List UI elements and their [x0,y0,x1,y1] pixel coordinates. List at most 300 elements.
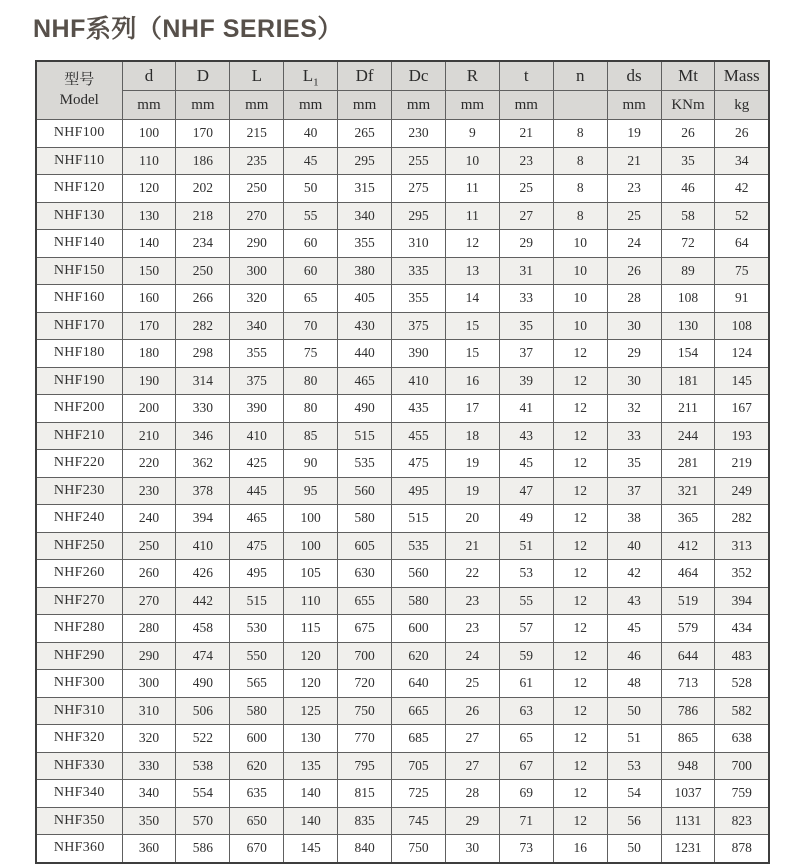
cell-ds: 54 [607,780,661,808]
cell-R: 28 [445,780,499,808]
cell-t: 53 [499,560,553,588]
cell-L: 215 [230,120,284,148]
cell-t: 29 [499,230,553,258]
cell-L: 250 [230,175,284,203]
cell-Df: 655 [338,587,392,615]
cell-Mt: 321 [661,477,715,505]
cell-Df: 440 [338,340,392,368]
cell-L1: 70 [284,312,338,340]
cell-t: 45 [499,450,553,478]
cell-Df: 560 [338,477,392,505]
cell-L1: 120 [284,670,338,698]
cell-L: 290 [230,230,284,258]
cell-L1: 100 [284,505,338,533]
spec-table-body [36,120,769,863]
cell-L1: 140 [284,780,338,808]
cell-model: NHF130 [36,202,122,230]
cell-t: 69 [499,780,553,808]
cell-d: 160 [122,285,176,313]
cell-D: 218 [176,202,230,230]
cell-L: 270 [230,202,284,230]
column-unit-d: mm [122,91,176,120]
cell-R: 15 [445,340,499,368]
cell-ds: 24 [607,230,661,258]
cell-n: 12 [553,340,607,368]
cell-D: 426 [176,560,230,588]
cell-model: NHF360 [36,835,122,863]
cell-Mt: 948 [661,752,715,780]
table-row [36,312,769,340]
cell-ds: 35 [607,450,661,478]
cell-n: 12 [553,615,607,643]
cell-t: 37 [499,340,553,368]
cell-Dc: 455 [392,422,446,450]
cell-D: 314 [176,367,230,395]
cell-ds: 21 [607,147,661,175]
cell-Dc: 705 [392,752,446,780]
cell-ds: 51 [607,725,661,753]
cell-R: 10 [445,147,499,175]
cell-Mass: 108 [715,312,769,340]
cell-n: 12 [553,367,607,395]
cell-t: 39 [499,367,553,395]
cell-Mass: 64 [715,230,769,258]
cell-n: 12 [553,477,607,505]
table-row [36,670,769,698]
cell-t: 49 [499,505,553,533]
cell-Dc: 560 [392,560,446,588]
cell-Mt: 281 [661,450,715,478]
cell-model: NHF300 [36,670,122,698]
cell-Df: 535 [338,450,392,478]
cell-Mt: 365 [661,505,715,533]
header-row-units [36,91,769,120]
cell-D: 282 [176,312,230,340]
cell-ds: 56 [607,807,661,835]
cell-D: 570 [176,807,230,835]
cell-d: 110 [122,147,176,175]
cell-Mass: 394 [715,587,769,615]
cell-Dc: 410 [392,367,446,395]
cell-Df: 405 [338,285,392,313]
cell-ds: 48 [607,670,661,698]
cell-R: 24 [445,642,499,670]
cell-n: 12 [553,587,607,615]
cell-Df: 340 [338,202,392,230]
cell-model: NHF220 [36,450,122,478]
cell-Df: 840 [338,835,392,863]
cell-L1: 100 [284,532,338,560]
cell-L: 340 [230,312,284,340]
cell-Df: 265 [338,120,392,148]
cell-R: 16 [445,367,499,395]
cell-ds: 30 [607,367,661,395]
column-header-Dc: Dc [392,61,446,91]
column-header-L: L [230,61,284,91]
column-header-d: d [122,61,176,91]
cell-n: 10 [553,230,607,258]
cell-Mass: 249 [715,477,769,505]
cell-n: 10 [553,257,607,285]
cell-t: 59 [499,642,553,670]
cell-t: 31 [499,257,553,285]
table-row [36,505,769,533]
cell-R: 18 [445,422,499,450]
cell-Dc: 535 [392,532,446,560]
cell-L: 445 [230,477,284,505]
cell-Mt: 46 [661,175,715,203]
cell-model: NHF230 [36,477,122,505]
cell-R: 23 [445,615,499,643]
cell-Mass: 124 [715,340,769,368]
cell-d: 200 [122,395,176,423]
column-header-model [36,61,122,120]
cell-L: 670 [230,835,284,863]
cell-L1: 40 [284,120,338,148]
column-header-D: D [176,61,230,91]
cell-L1: 80 [284,367,338,395]
cell-Df: 720 [338,670,392,698]
cell-D: 410 [176,532,230,560]
column-header-R: R [445,61,499,91]
cell-n: 12 [553,560,607,588]
cell-R: 27 [445,725,499,753]
cell-L1: 110 [284,587,338,615]
table-row [36,120,769,148]
cell-R: 9 [445,120,499,148]
cell-d: 350 [122,807,176,835]
cell-L: 530 [230,615,284,643]
cell-L: 580 [230,697,284,725]
cell-Dc: 515 [392,505,446,533]
cell-d: 210 [122,422,176,450]
cell-n: 10 [553,285,607,313]
cell-model: NHF180 [36,340,122,368]
table-row [36,752,769,780]
cell-Mass: 759 [715,780,769,808]
model-header-en: Model [59,91,99,108]
cell-L1: 145 [284,835,338,863]
cell-model: NHF330 [36,752,122,780]
table-row [36,285,769,313]
cell-model: NHF200 [36,395,122,423]
cell-Dc: 295 [392,202,446,230]
cell-ds: 25 [607,202,661,230]
cell-D: 298 [176,340,230,368]
cell-L: 475 [230,532,284,560]
cell-t: 35 [499,312,553,340]
cell-L1: 55 [284,202,338,230]
cell-D: 394 [176,505,230,533]
table-row [36,175,769,203]
cell-Mass: 823 [715,807,769,835]
cell-D: 170 [176,120,230,148]
cell-Dc: 230 [392,120,446,148]
cell-model: NHF270 [36,587,122,615]
cell-n: 12 [553,532,607,560]
cell-ds: 30 [607,312,661,340]
column-unit-R: mm [445,91,499,120]
table-row [36,230,769,258]
cell-d: 120 [122,175,176,203]
cell-Dc: 750 [392,835,446,863]
column-unit-Dc: mm [392,91,446,120]
header-row-symbols [36,61,769,91]
cell-ds: 37 [607,477,661,505]
cell-R: 30 [445,835,499,863]
table-row [36,615,769,643]
cell-d: 190 [122,367,176,395]
cell-d: 280 [122,615,176,643]
cell-Mt: 1131 [661,807,715,835]
cell-d: 330 [122,752,176,780]
cell-R: 17 [445,395,499,423]
column-header-L1: $L_1$ [284,61,338,91]
cell-d: 150 [122,257,176,285]
cell-n: 16 [553,835,607,863]
cell-Df: 515 [338,422,392,450]
cell-R: 25 [445,670,499,698]
cell-model: NHF120 [36,175,122,203]
cell-L1: 130 [284,725,338,753]
column-unit-ds: mm [607,91,661,120]
cell-t: 33 [499,285,553,313]
table-row [36,477,769,505]
cell-Mass: 145 [715,367,769,395]
cell-L1: 50 [284,175,338,203]
cell-ds: 50 [607,835,661,863]
cell-n: 12 [553,450,607,478]
cell-D: 250 [176,257,230,285]
cell-R: 19 [445,477,499,505]
cell-Dc: 255 [392,147,446,175]
cell-Dc: 580 [392,587,446,615]
cell-Mass: 700 [715,752,769,780]
cell-D: 346 [176,422,230,450]
cell-Df: 430 [338,312,392,340]
cell-Mass: 193 [715,422,769,450]
cell-L: 515 [230,587,284,615]
table-row [36,340,769,368]
cell-n: 12 [553,395,607,423]
cell-Mt: 713 [661,670,715,698]
cell-Mt: 58 [661,202,715,230]
cell-Mt: 181 [661,367,715,395]
cell-Df: 315 [338,175,392,203]
cell-Df: 700 [338,642,392,670]
cell-Dc: 390 [392,340,446,368]
cell-Df: 295 [338,147,392,175]
cell-n: 12 [553,780,607,808]
table-row [36,697,769,725]
cell-t: 47 [499,477,553,505]
cell-L: 375 [230,367,284,395]
cell-Mass: 26 [715,120,769,148]
cell-t: 51 [499,532,553,560]
column-header-Df: Df [338,61,392,91]
cell-L: 600 [230,725,284,753]
cell-Mt: 519 [661,587,715,615]
cell-ds: 26 [607,257,661,285]
cell-R: 13 [445,257,499,285]
cell-model: NHF210 [36,422,122,450]
column-header-Mass: Mass [715,61,769,91]
cell-n: 8 [553,120,607,148]
cell-model: NHF280 [36,615,122,643]
cell-t: 25 [499,175,553,203]
cell-R: 15 [445,312,499,340]
table-row [36,587,769,615]
cell-t: 57 [499,615,553,643]
cell-L1: 105 [284,560,338,588]
table-row [36,780,769,808]
cell-n: 12 [553,505,607,533]
cell-Df: 835 [338,807,392,835]
cell-t: 41 [499,395,553,423]
cell-n: 12 [553,807,607,835]
cell-R: 20 [445,505,499,533]
cell-L1: 90 [284,450,338,478]
cell-Mt: 786 [661,697,715,725]
cell-D: 234 [176,230,230,258]
column-unit-Df: mm [338,91,392,120]
cell-Dc: 355 [392,285,446,313]
cell-model: NHF240 [36,505,122,533]
cell-Df: 770 [338,725,392,753]
cell-L: 320 [230,285,284,313]
cell-L: 550 [230,642,284,670]
cell-Dc: 435 [392,395,446,423]
cell-L: 650 [230,807,284,835]
cell-L1: 80 [284,395,338,423]
table-row [36,725,769,753]
cell-d: 220 [122,450,176,478]
table-row [36,450,769,478]
cell-Df: 490 [338,395,392,423]
cell-R: 14 [445,285,499,313]
cell-D: 506 [176,697,230,725]
cell-d: 140 [122,230,176,258]
cell-Mass: 313 [715,532,769,560]
cell-Mass: 75 [715,257,769,285]
cell-Mt: 72 [661,230,715,258]
cell-D: 554 [176,780,230,808]
cell-d: 100 [122,120,176,148]
cell-R: 11 [445,202,499,230]
column-unit-L: mm [230,91,284,120]
cell-ds: 45 [607,615,661,643]
cell-Mt: 579 [661,615,715,643]
cell-t: 65 [499,725,553,753]
cell-ds: 42 [607,560,661,588]
cell-Df: 630 [338,560,392,588]
cell-Dc: 475 [392,450,446,478]
cell-Df: 750 [338,697,392,725]
cell-D: 522 [176,725,230,753]
cell-model: NHF320 [36,725,122,753]
cell-R: 22 [445,560,499,588]
cell-Mt: 35 [661,147,715,175]
cell-L: 355 [230,340,284,368]
cell-Mass: 219 [715,450,769,478]
cell-D: 442 [176,587,230,615]
cell-L: 425 [230,450,284,478]
cell-L1: 75 [284,340,338,368]
cell-Mt: 26 [661,120,715,148]
cell-R: 29 [445,807,499,835]
cell-t: 67 [499,752,553,780]
cell-Dc: 600 [392,615,446,643]
cell-model: NHF160 [36,285,122,313]
cell-D: 186 [176,147,230,175]
cell-d: 300 [122,670,176,698]
cell-Dc: 310 [392,230,446,258]
cell-D: 330 [176,395,230,423]
cell-L1: 60 [284,257,338,285]
column-header-Mt: Mt [661,61,715,91]
spec-table [35,60,770,864]
cell-ds: 50 [607,697,661,725]
cell-Mass: 34 [715,147,769,175]
cell-R: 12 [445,230,499,258]
table-row [36,367,769,395]
cell-L1: 140 [284,807,338,835]
cell-t: 23 [499,147,553,175]
cell-Dc: 725 [392,780,446,808]
cell-n: 12 [553,422,607,450]
cell-Mass: 483 [715,642,769,670]
cell-Mt: 644 [661,642,715,670]
cell-d: 180 [122,340,176,368]
cell-L: 495 [230,560,284,588]
cell-Dc: 335 [392,257,446,285]
cell-L: 565 [230,670,284,698]
table-row [36,395,769,423]
column-unit-t: mm [499,91,553,120]
cell-D: 586 [176,835,230,863]
cell-model: NHF110 [36,147,122,175]
cell-D: 538 [176,752,230,780]
cell-t: 21 [499,120,553,148]
cell-ds: 40 [607,532,661,560]
cell-Df: 795 [338,752,392,780]
cell-Dc: 685 [392,725,446,753]
table-row [36,532,769,560]
page-title: NHF系列（NHF SERIES） [33,15,343,43]
cell-model: NHF140 [36,230,122,258]
cell-ds: 46 [607,642,661,670]
cell-d: 290 [122,642,176,670]
cell-model: NHF100 [36,120,122,148]
cell-Df: 605 [338,532,392,560]
cell-Mt: 1231 [661,835,715,863]
cell-L1: 95 [284,477,338,505]
cell-R: 21 [445,532,499,560]
column-header-n: n [553,61,607,91]
cell-Mt: 1037 [661,780,715,808]
cell-L1: 125 [284,697,338,725]
cell-Df: 815 [338,780,392,808]
cell-L: 390 [230,395,284,423]
cell-L: 620 [230,752,284,780]
cell-L1: 45 [284,147,338,175]
cell-Dc: 640 [392,670,446,698]
cell-n: 12 [553,697,607,725]
table-row [36,202,769,230]
cell-Dc: 665 [392,697,446,725]
cell-t: 43 [499,422,553,450]
cell-t: 61 [499,670,553,698]
